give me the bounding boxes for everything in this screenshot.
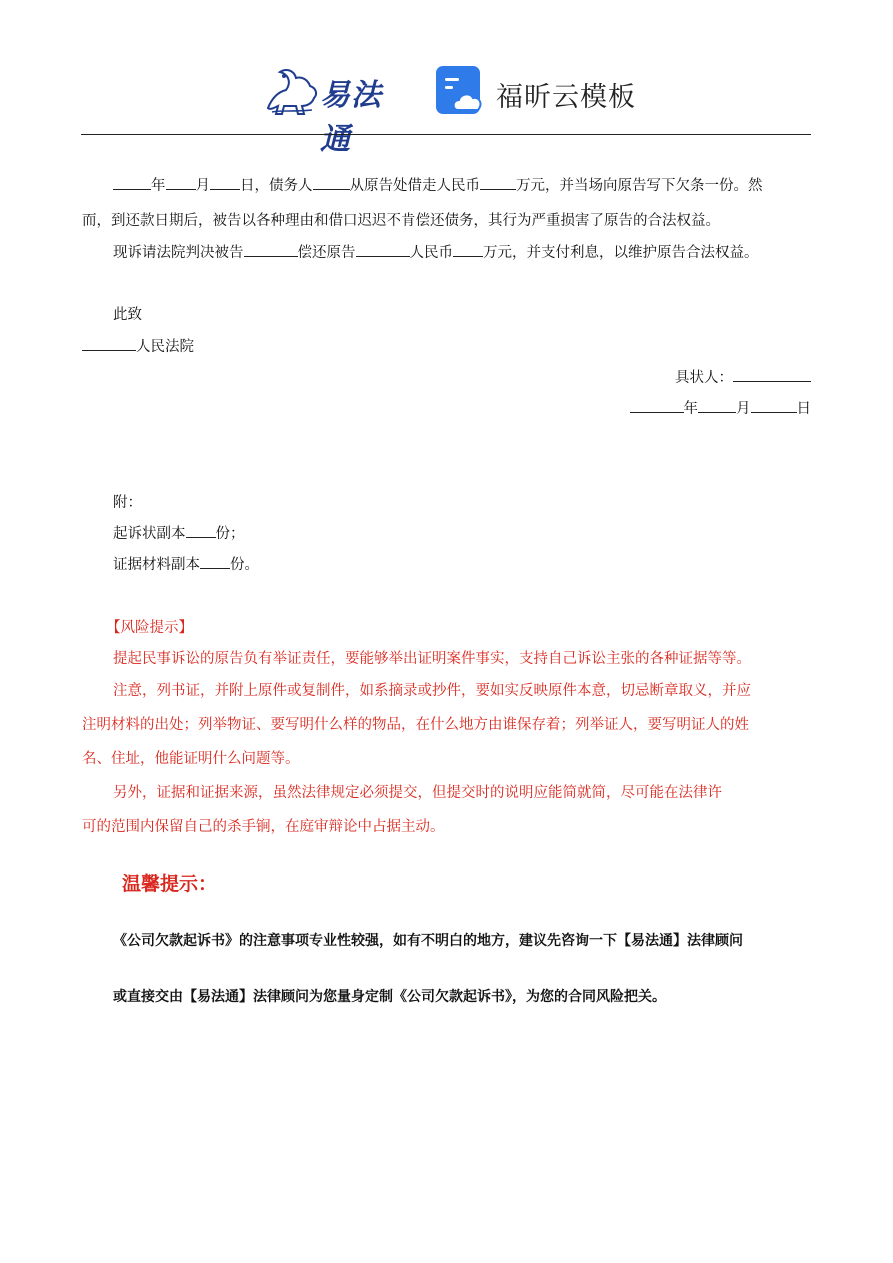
- blank-date-month: [698, 399, 736, 413]
- blank-day: [210, 176, 240, 190]
- tip-title: 温馨提示：: [122, 873, 218, 895]
- risk-line-4: 名、住址，他能证明什么问题等。: [82, 751, 300, 767]
- qilin-icon: [262, 62, 322, 118]
- attachment-label: 附：: [113, 495, 142, 511]
- header-divider: [81, 134, 811, 135]
- blank-month: [166, 176, 196, 190]
- blank-amount-2: [453, 243, 483, 257]
- blank-copies-2: [200, 555, 230, 569]
- document-cloud-icon: [436, 66, 488, 116]
- page-header: [0, 58, 893, 157]
- court-line: 人民法院: [82, 337, 194, 357]
- tip-line-2: 或直接交由【易法通】法律顾问为您量身定制《公司欠款起诉书》，为您的合同风险把关。: [113, 989, 666, 1005]
- tip-line-1: 《公司欠款起诉书》的注意事项专业性较强，如有不明白的地方，建议先咨询一下【易法通】法律顾问: [113, 933, 743, 949]
- risk-line-5: 另外，证据和证据来源，虽然法律规定必须提交，但提交时的说明应能简就简，尽可能在法律许: [113, 785, 722, 801]
- blank-date-year: [630, 399, 684, 413]
- date-line: 年 月 日: [630, 399, 812, 419]
- risk-title: 【风险提示】: [106, 620, 193, 636]
- risk-line-6: 可的范围内保留自己的杀手锏，在庭审辩论中占据主动。: [82, 819, 445, 835]
- foxit-template-logo-text: 福昕云模板: [496, 82, 636, 113]
- blank-amount: [480, 176, 516, 190]
- signer-line: 具状人：: [675, 368, 811, 388]
- yifatong-logo-text: 易法通: [320, 78, 382, 157]
- blank-signer: [733, 368, 811, 382]
- blank-debtor: [313, 176, 350, 190]
- paragraph-2: 现诉请法院判决被告 偿还原告 人民币 万元，并支付利息，以维护原告合法权益。: [113, 245, 759, 261]
- blank-defendant: [244, 243, 298, 257]
- risk-line-2: 注意，列书证，并附上原件或复制件，如系摘录或抄件，要如实反映原件本意，切忌断章取义，并应: [113, 683, 751, 699]
- blank-court: [82, 337, 136, 351]
- risk-line-3: 注明材料的出处；列举物证、要写明什么样的物品，在什么地方由谁保存着；列举证人，要写明证人的姓: [82, 717, 749, 733]
- foxit-template-logo: [436, 66, 636, 116]
- blank-date-day: [751, 399, 797, 413]
- yifatong-logo: [262, 62, 412, 157]
- salutation: 此致: [113, 307, 142, 323]
- risk-line-1: 提起民事诉讼的原告负有举证责任，要能够举出证明案件事实，支持自己诉讼主张的各种证据等等。: [113, 651, 751, 667]
- blank-copies-1: [186, 524, 216, 538]
- paragraph-1-line-2: 而，到还款日期后，被告以各种理由和借口迟迟不肯偿还债务，其行为严重损害了原告的合法权益。: [82, 213, 720, 229]
- blank-year: [113, 176, 151, 190]
- paragraph-1-line-1: 年 月 日，债务人 从原告处借走人民币 万元，并当场向原告写下欠条一份。然: [113, 176, 763, 196]
- attachment-2: 证据材料副本 份。: [113, 557, 259, 573]
- blank-plaintiff: [356, 243, 410, 257]
- attachment-1: 起诉状副本 份；: [113, 526, 245, 542]
